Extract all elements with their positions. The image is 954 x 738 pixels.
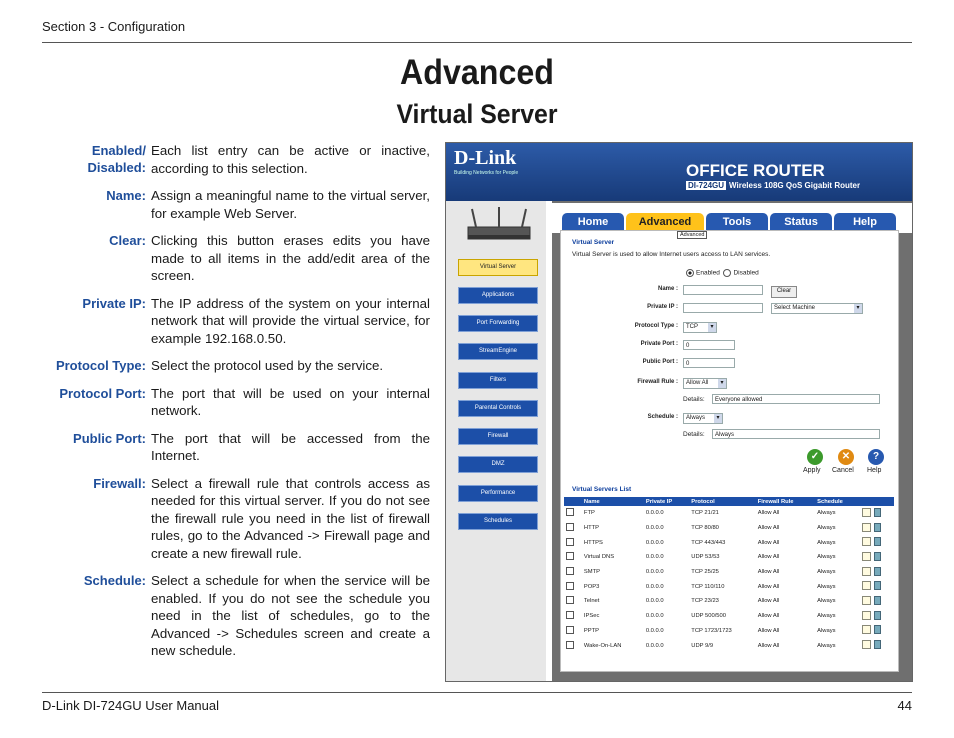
- vs-cell: Allow All: [756, 579, 815, 594]
- dlink-banner: [446, 143, 912, 201]
- vs-list-title: Virtual Servers List: [572, 486, 632, 493]
- enabled-label: Enabled: [696, 269, 720, 277]
- cancel-label: Cancel: [832, 467, 854, 474]
- vs-row-checkbox[interactable]: [566, 582, 574, 590]
- vs-cell: Always: [815, 521, 859, 536]
- vs-cell: 0.0.0.0: [644, 550, 689, 565]
- trash-icon[interactable]: [874, 581, 881, 590]
- edit-icon[interactable]: [862, 523, 871, 532]
- vs-cell: 0.0.0.0: [644, 638, 689, 653]
- enabled-radio[interactable]: [686, 269, 694, 277]
- definition-term: Protocol Type:: [55, 358, 146, 373]
- definition-item: [40, 187, 435, 222]
- page-number: 44: [897, 698, 912, 713]
- trash-icon[interactable]: [874, 552, 881, 561]
- vs-cell: TCP 21/21: [691, 510, 719, 517]
- vs-cell: TCP 25/25: [691, 569, 719, 576]
- edit-icon[interactable]: [862, 611, 871, 620]
- nav-firewall[interactable]: Firewall: [458, 428, 538, 445]
- nav-performance[interactable]: Performance: [458, 485, 538, 502]
- footer-rule: [42, 692, 912, 693]
- vs-table-row: [564, 535, 894, 550]
- definition-term: Protocol Port:: [59, 385, 146, 401]
- vs-column-header: Firewall Rule: [756, 497, 815, 506]
- help-label: Help: [867, 467, 882, 474]
- name-label: Name :: [657, 286, 678, 292]
- edit-icon[interactable]: [862, 625, 871, 634]
- vs-row-actions: [860, 535, 894, 550]
- definition-desc: Select the protocol used by the service.: [151, 358, 384, 373]
- definition-desc: Assign a meaningful name to the virtual server, for example Web Server.: [151, 188, 430, 221]
- vs-cell: UDP 53/53: [689, 550, 755, 565]
- vs-table-row: [564, 521, 894, 536]
- nav-filters[interactable]: Filters: [458, 372, 538, 389]
- definition-item: [40, 142, 435, 177]
- advanced-tooltip: Advanced: [677, 231, 707, 239]
- vs-row-checkbox-cell: [564, 579, 582, 594]
- definition-desc: Select a firewall rule that controls access as needed for this virtual server. If you do not see the firewall rule you need in the list of firewall rules, go to the Advanced -> Firewall page and create a new firewall rule.: [151, 475, 430, 561]
- router-image-icon: [464, 207, 534, 245]
- vs-row-actions: [860, 506, 894, 521]
- tab-status[interactable]: Status: [770, 213, 832, 231]
- vs-row-actions: [860, 521, 894, 536]
- enabled-radio-group: [686, 269, 759, 277]
- dlink-tagline: Building Networks for People: [454, 170, 519, 176]
- vs-cell: HTTP: [582, 521, 644, 536]
- vs-row-checkbox[interactable]: [566, 552, 574, 560]
- schedule-label: Schedule :: [647, 414, 678, 420]
- nav-dmz[interactable]: DMZ: [458, 456, 538, 473]
- definition-desc: The port that will be accessed from the Internet.: [151, 430, 430, 463]
- vs-cell: 0.0.0.0: [644, 579, 689, 594]
- vs-cell: HTTPS: [583, 539, 603, 546]
- definition-desc: The IP address of the system on your internal network that will provide the virtual service, for example 192.168.0.50.: [151, 295, 430, 346]
- name-input[interactable]: [683, 285, 763, 295]
- vs-cell: TCP 110/110: [689, 579, 755, 594]
- definition-term: Schedule:: [83, 573, 146, 588]
- vs-row-actions: [860, 638, 894, 653]
- vs-cell: Virtual DNS: [582, 550, 644, 565]
- definition-desc: Each list entry can be active or inactive, according to this selection.: [151, 143, 430, 176]
- model-desc: Wireless 108G QoS Gigabit Router: [729, 181, 861, 190]
- trash-icon[interactable]: [874, 611, 881, 620]
- definition-item: [40, 430, 435, 465]
- trash-icon[interactable]: [874, 567, 881, 576]
- vs-table-row: [564, 565, 894, 580]
- vs-cell: SMTP: [583, 569, 601, 576]
- definition-item: [40, 572, 435, 660]
- nav-streamengine[interactable]: StreamEngine: [458, 343, 538, 360]
- vs-row-checkbox[interactable]: [566, 523, 574, 531]
- vs-heading: Virtual Server: [572, 239, 615, 246]
- section-header: Section 3 - Configuration: [42, 19, 186, 34]
- schedule-details-label: Details:: [683, 431, 705, 438]
- vs-cell: Allow All: [757, 569, 780, 576]
- edit-icon[interactable]: [862, 552, 871, 561]
- edit-icon[interactable]: [862, 567, 871, 576]
- vs-cell: Always: [815, 609, 859, 624]
- vs-cell: Allow All: [757, 510, 780, 517]
- vs-list-header: [564, 497, 894, 506]
- model-badge: DI-724GU: [688, 181, 725, 190]
- vs-column-header: [860, 497, 894, 506]
- vs-row-checkbox-cell: [564, 535, 582, 550]
- vs-cell: Allow All: [757, 539, 780, 546]
- vs-row-checkbox[interactable]: [566, 567, 574, 575]
- router-screenshot: [445, 142, 913, 682]
- definition-desc: The port that will be used on your internal network.: [151, 385, 430, 418]
- firewall-details-field[interactable]: Everyone allowed: [712, 394, 880, 404]
- edit-icon[interactable]: [862, 537, 871, 546]
- model-line: [686, 181, 860, 190]
- definition-item: [40, 232, 435, 285]
- edit-icon[interactable]: [862, 596, 871, 605]
- protocol-type-label: Protocol Type :: [634, 323, 678, 329]
- trash-icon[interactable]: [874, 625, 881, 634]
- help-icon[interactable]: ?: [868, 449, 884, 465]
- vs-cell: Allow All: [756, 609, 815, 624]
- vs-cell: 0.0.0.0: [645, 569, 664, 576]
- definitions-list: [40, 142, 435, 670]
- edit-icon[interactable]: [862, 508, 871, 517]
- private-port-input[interactable]: 0: [683, 340, 735, 350]
- vs-cell: UDP 9/9: [689, 638, 755, 653]
- vs-cell: POP3: [582, 579, 644, 594]
- definition-term: Private IP:: [82, 295, 146, 311]
- vs-cell: Allow All: [756, 638, 815, 653]
- vs-table-row: [564, 624, 894, 639]
- vs-row-actions: [860, 594, 894, 609]
- edit-icon[interactable]: [862, 640, 871, 649]
- nav-applications[interactable]: Applications: [458, 287, 538, 304]
- vs-row-checkbox-cell: [564, 565, 582, 580]
- trash-icon[interactable]: [874, 537, 881, 546]
- vs-cell: 0.0.0.0: [645, 598, 664, 605]
- vs-column-header: Schedule: [815, 497, 859, 506]
- select-machine-dropdown[interactable]: Select Machine ▾: [771, 303, 863, 314]
- vs-cell: 0.0.0.0: [644, 521, 689, 536]
- trash-icon[interactable]: [874, 596, 881, 605]
- private-ip-label: Private IP :: [647, 304, 678, 310]
- product-name: OFFICE ROUTER: [686, 161, 825, 180]
- vs-intro: Virtual Server is used to allow Internet users access to LAN services.: [572, 251, 771, 258]
- vs-row-checkbox-cell: [564, 594, 582, 609]
- definition-term: Name:: [106, 188, 146, 203]
- vs-cell: 0.0.0.0: [645, 510, 664, 517]
- public-port-input[interactable]: 0: [683, 358, 735, 368]
- vs-column-header: Name: [582, 497, 644, 506]
- edit-icon[interactable]: [862, 581, 871, 590]
- vs-table-row: [564, 550, 894, 565]
- vs-column-header: Private IP: [644, 497, 689, 506]
- disabled-radio[interactable]: [723, 269, 731, 277]
- vs-row-checkbox-cell: [564, 638, 582, 653]
- vs-cell: 0.0.0.0: [644, 609, 689, 624]
- vs-cell: Always: [817, 510, 836, 517]
- vs-cell: 0.0.0.0: [645, 627, 664, 634]
- firewall-rule-select[interactable]: Allow All ▾: [683, 378, 727, 389]
- tab-advanced[interactable]: Advanced: [626, 213, 704, 231]
- vs-cell: Always: [817, 539, 836, 546]
- definition-term: Clear:: [109, 233, 146, 248]
- vs-table-row: [564, 609, 894, 624]
- vs-cell: TCP 80/80: [689, 521, 755, 536]
- clear-button[interactable]: Clear: [771, 286, 797, 298]
- definition-desc: Select a schedule for when the service will be enabled. If you do not see the schedule you need in the list of schedules, go to the Advanced -> Schedules screen and create a new schedule.: [151, 573, 430, 658]
- vs-row-checkbox-cell: [564, 624, 582, 639]
- vs-table-row: [564, 638, 894, 653]
- vs-cell: TCP 23/23: [691, 598, 719, 605]
- vs-cell: Always: [815, 638, 859, 653]
- definition-term: Enabled/ Disabled:: [87, 143, 146, 175]
- header-rule: [42, 42, 912, 43]
- vs-cell: 0.0.0.0: [645, 539, 664, 546]
- side-nav: [446, 201, 546, 681]
- definition-desc: Clicking this button erases edits you have made to all items in the add/edit area of the screen.: [151, 233, 430, 283]
- vs-row-actions: [860, 624, 894, 639]
- protocol-type-select[interactable]: TCP ▾: [683, 322, 717, 333]
- nav-parental-controls[interactable]: Parental Controls: [458, 400, 538, 417]
- definition-term: Public Port:: [73, 430, 146, 446]
- vs-row-actions: [860, 609, 894, 624]
- definition-item: [40, 357, 435, 375]
- tab-tools[interactable]: Tools: [706, 213, 768, 231]
- dlink-logo: D-Link: [454, 147, 517, 169]
- trash-icon[interactable]: [874, 640, 881, 649]
- vs-row-checkbox[interactable]: [566, 596, 574, 604]
- vs-row-checkbox-cell: [564, 550, 582, 565]
- trash-icon[interactable]: [874, 523, 881, 532]
- vs-table-row: [564, 506, 894, 521]
- definition-item: [40, 295, 435, 348]
- tab-bar: [552, 203, 912, 233]
- vs-cell: Allow All: [756, 521, 815, 536]
- vs-cell: Telnet: [583, 598, 600, 605]
- vs-cell: PPTP: [583, 627, 600, 634]
- firewall-details-label: Details:: [683, 396, 705, 403]
- definition-item: [40, 475, 435, 563]
- vs-row-checkbox[interactable]: [566, 626, 574, 634]
- virtual-server-panel: [560, 230, 899, 672]
- vs-column-header: [564, 497, 582, 506]
- nav-virtual-server[interactable]: Virtual Server: [458, 259, 538, 276]
- vs-row-actions: [860, 550, 894, 565]
- apply-label: Apply: [803, 467, 821, 474]
- vs-table-row: [564, 594, 894, 609]
- vs-cell: Always: [815, 579, 859, 594]
- disabled-label: Disabled: [733, 269, 759, 277]
- vs-cell: IPSec: [582, 609, 644, 624]
- vs-table-row: [564, 579, 894, 594]
- page-title: Advanced: [400, 53, 554, 92]
- vs-row-checkbox-cell: [564, 609, 582, 624]
- vs-cell: Always: [817, 627, 836, 634]
- definition-term: Firewall:: [93, 475, 146, 491]
- vs-cell: Wake-On-LAN: [582, 638, 644, 653]
- firewall-rule-label: Firewall Rule :: [637, 379, 678, 385]
- nav-port-forwarding[interactable]: Port Forwarding: [458, 315, 538, 332]
- vs-cell: Allow All: [756, 550, 815, 565]
- vs-column-header: Protocol: [689, 497, 755, 506]
- private-port-label: Private Port :: [640, 341, 678, 347]
- vs-row-checkbox-cell: [564, 506, 582, 521]
- vs-row-actions: [860, 579, 894, 594]
- vs-cell: Always: [815, 550, 859, 565]
- vs-row-actions: [860, 565, 894, 580]
- footer-manual-name: D-Link DI-724GU User Manual: [42, 698, 220, 713]
- tab-help[interactable]: Help: [834, 213, 896, 231]
- tab-home[interactable]: Home: [562, 213, 624, 231]
- vs-cell: TCP 443/443: [691, 539, 726, 546]
- vs-row-checkbox[interactable]: [566, 611, 574, 619]
- nav-separator: [546, 201, 552, 681]
- vs-cell: UDP 500/500: [689, 609, 755, 624]
- schedule-details-field[interactable]: Always: [712, 429, 880, 439]
- vs-cell: TCP 1723/1723: [691, 627, 732, 634]
- vs-list-table: [564, 497, 894, 653]
- vs-cell: Always: [817, 598, 836, 605]
- vs-row-checkbox[interactable]: [566, 538, 574, 546]
- definition-item: [40, 385, 435, 420]
- vs-row-checkbox-cell: [564, 521, 582, 536]
- cancel-icon[interactable]: ✕: [838, 449, 854, 465]
- apply-icon[interactable]: ✓: [807, 449, 823, 465]
- trash-icon[interactable]: [874, 508, 881, 517]
- vs-cell: FTP: [583, 510, 595, 517]
- vs-row-checkbox[interactable]: [566, 641, 574, 649]
- vs-row-checkbox[interactable]: [566, 508, 574, 516]
- schedule-select[interactable]: Always ▾: [683, 413, 723, 424]
- public-port-label: Public Port :: [642, 359, 678, 365]
- page-subtitle: Virtual Server: [396, 99, 558, 129]
- vs-cell: Allow All: [757, 598, 780, 605]
- nav-schedules[interactable]: Schedules: [458, 513, 538, 530]
- private-ip-input[interactable]: [683, 303, 763, 313]
- vs-cell: Always: [817, 569, 836, 576]
- vs-cell: Allow All: [757, 627, 780, 634]
